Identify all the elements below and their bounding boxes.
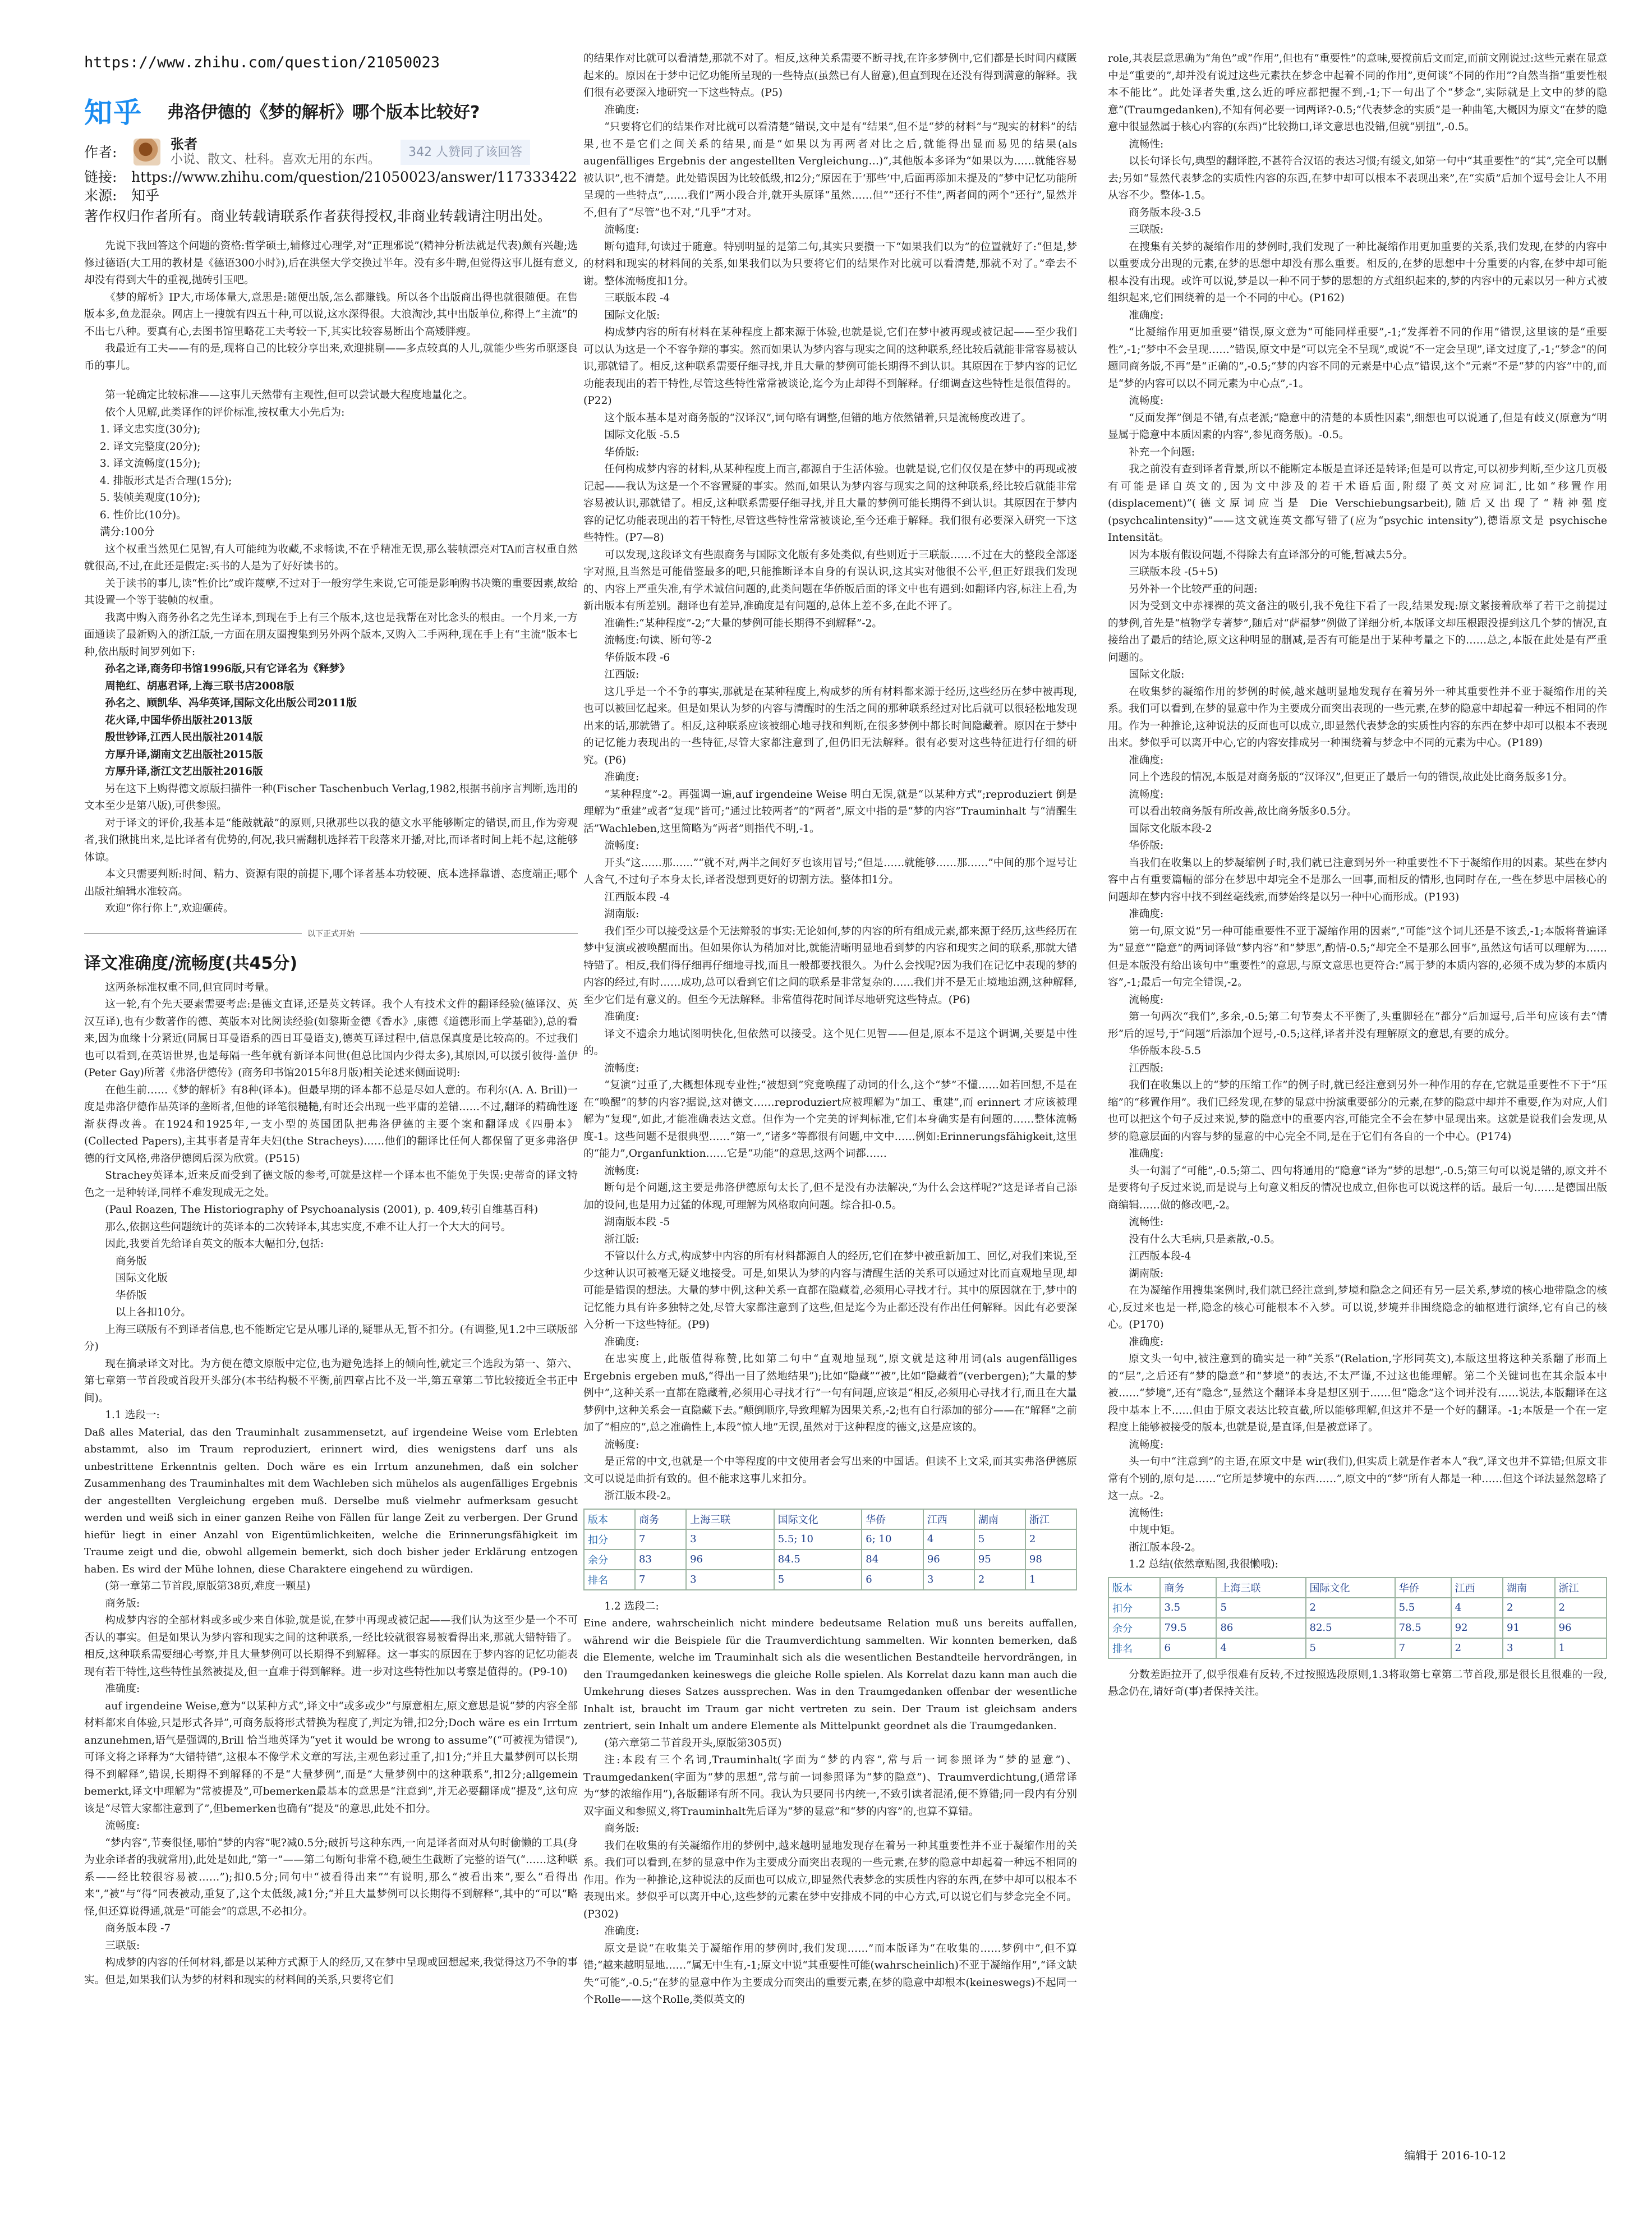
body-paragraph: auf irgendeine Weise,意为“以某种方式”,译文中“或多或少”与原意相左,原文意思是说“梦的内容全部材料都来自体验,只是形式各异”,可商务版将形式替换为程度了,判定为错,扣2分;Doch wäre es ein Irrtum anzunehmen,语气是强调的,Brill 恰当地英译为“yet it would be wrong to assume”(“可被视为错误”),可译文将之译释为“大错特错”,这根本不像学术文章的写法,主观色彩过重了,扣1分;“并且大量梦例可以长期得不到解释”,错误,长期得不到解释的不是“大量梦例”,而是“大量梦例中的这种联系”,扣2分;allgemein bemerkt,译文中理解为“常被提及”,可bemerken最基本的意思是“注意到”,并无必要翻译成“提及”,这句应该是“尽管大家都注意到了”,但bemerken也确有“提及”的意思,此处不扣分。 bbox=[84, 1700, 578, 1815]
body-paragraph: 上海三联版有不到译者信息,也不能断定它是从哪儿译的,疑罪从无,暂不扣分。(有调整,见1.2中三联版部分) bbox=[84, 1323, 578, 1353]
column-1 bbox=[84, 50, 578, 2168]
table-cell: 浙江 bbox=[1025, 1509, 1076, 1529]
table-cell: 上海三联 bbox=[686, 1509, 774, 1529]
question-url[interactable]: https://www.zhihu.com/question/21050023 bbox=[84, 54, 440, 71]
table-cell: 6; 10 bbox=[862, 1529, 923, 1549]
edition-item: 花火译,中国华侨出版社2013版 bbox=[105, 714, 252, 727]
body-paragraph: 第一句,原文说“另一种可能重要性不亚于凝缩作用的因素”,“可能”这个词儿还是不该丢,-1;本版将普遍译为“显意”“隐意”的两词译做“梦内容”和“梦思”,酌情-0.5;“却完全不是那么回事”,虽然这句话可以理解为……但是本版没有给出该句中“重要性”的意思,与原文意思也更符合:“属于梦的本质内容的,必须不成为梦的本质内容”,-1;最后一句完全错误,-2。 bbox=[1108, 925, 1607, 988]
table-cell: 5.5; 10 bbox=[774, 1529, 862, 1549]
table-cell: 3 bbox=[923, 1570, 974, 1590]
subsection-label: 1.1 选段一: bbox=[105, 1409, 160, 1421]
criterion-label: 准确度: bbox=[604, 1336, 639, 1348]
table-cell: 2 bbox=[1503, 1598, 1554, 1618]
edition-item: 周艳红、胡惠君译,上海三联书店2008版 bbox=[105, 680, 294, 692]
table-cell: 2 bbox=[1306, 1598, 1395, 1618]
criteria-item: 5. 装帧美观度(10分); bbox=[99, 492, 201, 504]
column-2 bbox=[583, 50, 1077, 2168]
criteria-item: 1. 译文忠实度(30分); bbox=[99, 424, 201, 435]
body-paragraph: 同上个选段的情况,本版是对商务版的“汉译汉”,但更正了最后一句的错误,故此处比商务版多1分。 bbox=[1129, 771, 1573, 783]
avatar[interactable] bbox=[134, 139, 160, 165]
table-cell: 江西 bbox=[1451, 1578, 1503, 1598]
criterion-label: 流畅性: bbox=[1129, 1507, 1164, 1519]
table-cell: 上海三联 bbox=[1216, 1578, 1305, 1598]
version-label: 华侨版: bbox=[604, 446, 639, 458]
table-cell: 华侨 bbox=[1395, 1578, 1451, 1598]
table-cell: 91 bbox=[1503, 1618, 1554, 1638]
table-cell: 1 bbox=[1025, 1570, 1076, 1590]
version-label: 湖南版: bbox=[604, 908, 639, 920]
table-cell: 6 bbox=[1160, 1638, 1216, 1658]
table-row bbox=[1108, 1638, 1607, 1658]
table-cell: 商务 bbox=[635, 1509, 686, 1529]
body-paragraph: 是正常的中文,也就是一个中等程度的中文使用者会写出来的中国话。但读不上文采,而其实弗洛伊德原文可以说是曲折有致的。但不能求这事儿来扣分。 bbox=[583, 1456, 1077, 1485]
body-paragraph: 我们在收集以上的“梦的压缩工作”的例子时,就已经注意到另外一种作用的存在,它就是重要性不下于“压缩”的“移置作用”。我们已经发现,在梦的显意中扮演重要部分的元素,在梦的隐意中却并不重要,作为对应,人们也可以把这个句子反过来说,梦的隐意中的重要内容,可能完全不会在梦中显现出来。这就是说我们会发现,从梦的隐意层面的内容与梦的显意的中心完全不同,是在于它们有各自的一个中心。(P174) bbox=[1108, 1079, 1607, 1143]
score-table-1 bbox=[583, 1509, 1077, 1590]
weights-paragraph: 关于读书的事儿,读“性价比”或许蔑孽,不过对于一般穷学生来说,它可能是影响购书决策的重要因素,故给其设置一个等于装帧的权重。 bbox=[84, 577, 578, 606]
table-cell: 5.5 bbox=[1395, 1598, 1451, 1618]
separator-line bbox=[84, 933, 302, 934]
criteria-item: 3. 译文流畅度(15分); bbox=[99, 458, 201, 470]
intro-paragraph: 我最近有工夫——有的是,现将自己的比较分享出来,欢迎挑剔——多点较真的人儿,就能少些劣币驱逐良币的事儿。 bbox=[84, 343, 578, 372]
score-line: 江西版本段 -4 bbox=[604, 891, 670, 903]
body-paragraph: 流畅度: bbox=[604, 1062, 639, 1074]
author-name[interactable]: 张者 bbox=[171, 136, 197, 152]
table-cell: 2 bbox=[1555, 1598, 1607, 1618]
body-paragraph: 构成梦的内容的任何材料,都是以某种方式源于人的经历,又在梦中呈现或回想起来,我觉得这乃不争的事实。但是,如果我们认为梦的材料和现实的材料间的关系,只要将它们 bbox=[84, 1957, 578, 1986]
score-line: 商务版本段-3.5 bbox=[1129, 206, 1202, 219]
body-paragraph: 原文头一句中,被注意到的确实是一种“关系”(Relation,字形同英文),本版这里将这种关系翻了形而上的“层”,之后还有“梦的隐意”和“梦境”的表达,不太严谨,不过这也能理解。第二个关键词也在其余版本中被……“梦境”,还有“隐念”,显然这个翻译本身是想区别于……但“隐念”这个词并没有……说法,本版翻译在这段中基本上不……但由于原文表达比较直截,所以能够理解,但这并不是一个好的翻译。-1;本版是一个在一定程度上能够被接受的版本,也就是说,是直译,但是被意译了。 bbox=[1108, 1353, 1607, 1433]
after-paragraph: 欢迎“你行你上”,欢迎砸砖。 bbox=[105, 903, 234, 914]
deducted-item: 商务版 bbox=[115, 1255, 147, 1267]
criteria-item: 4. 排版形式是否合理(15分); bbox=[99, 475, 232, 487]
weights-paragraph: 我离中购入商务孙名之先生译本,到现在手上有三个版本,这也是我帮在对比念头的根由。一个月来,一方面通读了最新购入的浙江版,一方面在朋友圈搜集到另外两个版本,又购入二手两种,现在手上有“主流”版本七种,依出版时间罗列如下: bbox=[84, 611, 578, 658]
table-cell: 3 bbox=[686, 1529, 774, 1549]
author-bio: 小说、散文、杜科。喜欢无用的东西。 bbox=[171, 153, 381, 167]
body-paragraph: 开头“这……那……”“就不对,两半之间好歹也该用冒号;“但是……就能够……那……”中间的那个逗号让人含气,不过句子本身太长,译者没想到更好的切割方法。整体扣1分。 bbox=[583, 857, 1077, 886]
german-excerpt: Eine andere, wahrscheinlich nicht mindere bedeutsame Relation muß uns bereits auffallen, während wir die Beispiele für die Traumverdichtung sammelten. Wir konnten bemerken, daß die Elemente, welche im Trauminhalt sich als die wesentlichen Bestandteile hervordrängen, in den Traumgedanken keineswegs die gleiche Rolle spielen. Als Korrelat dazu kann man auch die Umkehrung dieses Satzes aussprechen. Was in den Traumgedanken offenbar der wesentliche Inhalt ist, braucht im Traum gar nicht vertreten zu sein. Der Traum ist gleichsam anders zentriert, sein Inhalt um andere Elemente als Mittelpunkt geordnet als die Traumgedanken. bbox=[583, 1617, 1077, 1732]
body-paragraph: 的结果作对比就可以看清楚,那就不对了。相反,这种关系需要不断寻找,在许多梦例中,它们都是长时间内藏匿起来的。原因在于梦中记忆功能所呈现的一些特点(虽然已有人留意),但直到现在还没有得到满意的解释。我们很有必要深入地研究一下这些特点。(P5) bbox=[583, 53, 1077, 99]
body-paragraph: 这个版本基本是对商务版的“汉译汉”,词句略有调整,但错的地方依然错着,只是流畅度改进了。 bbox=[604, 412, 1032, 424]
table-cell: 96 bbox=[1555, 1618, 1607, 1638]
table-caption: 1.2 总结(依然章贴图,我很懒哦): bbox=[1129, 1558, 1278, 1570]
score-line: 流畅度: bbox=[604, 1165, 639, 1177]
body-paragraph: 原文是说“在收集关于凝缩作用的梦例时,我们发现……”而本版译为“在收集的……梦例中”,但不算错;“越来越明显地……”属无中生有,-1;原文中说“其重要性可能(wahrscheinlich)不亚于凝缩作用”,“译文缺失“可能”,-0.5;“在梦的显意中作为主要成分而突出的重要元素,在梦的隐意中却根本(keineswegs)不起同一个Rolle——这个Rolle,类似英文的 bbox=[583, 1942, 1077, 2006]
score-line: 国际文化版 -5.5 bbox=[604, 429, 680, 441]
body-paragraph: Strachey英译本,近来反而受到了德文版的参考,可就是这样一个译本也不能免于失误:史蒂奇的译文特色之一是种转译,同样不难发现成无之处。 bbox=[84, 1170, 578, 1199]
score-line: 三联版本段 -4 bbox=[604, 292, 670, 304]
version-label: 商务版: bbox=[604, 1823, 639, 1834]
body-paragraph: 在收集梦的凝缩作用的梦例的时候,越来越明显地发现存在着另外一种其重要性并不亚于凝缩作用的关系。我们可以看到,在梦的显意中作为主要成分而突出表现的一些元素,在梦的隐意中却起着一种远不相同的作用。作为一种推论,这种说法的反面也可以成立,即显然代表梦念的实质性内容的东西在梦中却可以根本不表现出来。梦似乎可以离开中心,它的内容安排成另一种围绕着与梦念中不同的元素为中心。(P189) bbox=[1108, 686, 1607, 749]
body-paragraph: 因为本版有假设问题,不得除去有直译部分的可能,暂减去5分。 bbox=[1129, 549, 1414, 561]
criterion-label: 准确度: bbox=[105, 1683, 140, 1695]
table-cell: 1 bbox=[1555, 1638, 1607, 1658]
criterion-label: 流畅度: bbox=[1129, 788, 1164, 801]
criterion-label: 准确度: bbox=[1129, 754, 1164, 766]
question-title[interactable]: 弗洛伊德的《梦的解析》哪个版本比较好? bbox=[167, 103, 480, 122]
table-cell: 84 bbox=[862, 1549, 923, 1570]
table-row bbox=[1108, 1618, 1607, 1638]
source-label: 来源: bbox=[84, 187, 117, 204]
body-paragraph: “复演”过重了,大概想体现专业性;“被想到”究竟唤醒了动词的什么,这个“梦”不懂……如若回想,不是在在“唤醒”的梦的内容?据说,这对德文……reproduziert应被理解为“加工、重建”,而 erinnert 才应该被理解为“复现”,如此,才能准确表达文意。但作为一个完美的评判标准,它们本身确实是有问题的……整体流畅度-1。这些问题不是很典型……“第一”,“诸多”等都很有问题,中文中……例如:Erinnerungsfähigkeit,这里的“能力”,Organfunktion……它是“功能”的意思,这两个词都…… bbox=[583, 1079, 1077, 1160]
subsection-label: 1.2 选段二: bbox=[604, 1600, 659, 1612]
quote-paragraph: 在他生前……《梦的解析》有8种(译本)。但最早期的译本都不总是尽如人意的。布利尔(A. A. Brill)一度是弗洛伊德作品英译的垄断者,但他的译笔很糙糙,有时还会出现一些平庸的差错……不过,翻译的精确性逐渐获得改善。在1924和1925年,一支小型的英国团队把弗洛伊德的主要个案和翻译成《四册本》(Collected Papers),主其事者是青年夫妇(the Stracheys)……他们的翻译比任何人都保留了更多弗洛伊德的行文风格,弗洛伊德阅后深为欣赏。(P515) bbox=[84, 1084, 578, 1165]
table-cell: 7 bbox=[635, 1570, 686, 1590]
table-row bbox=[584, 1549, 1076, 1570]
version-label: 三联版: bbox=[1129, 224, 1164, 236]
method-paragraph: 第一轮确定比较标准——这事儿天然带有主观性,但可以尝试最大程度地量化之。 bbox=[105, 389, 473, 401]
body-paragraph: 因为受到文中赤裸裸的英文备注的吸引,我不免往下看了一段,结果发现:原文紧接着欣举了若干之前提过的梦例,首先是“植物学专著梦”,随后对“萨福梦”例做了详细分析,本版译文却压根跟没提到这几个梦的情况,直接给出了最后的结论,原文这种明显的删减,是否有可能是出于某种考量之下的……总之,本版在此处是有严重问题的。 bbox=[1108, 600, 1607, 664]
author-label: 作者: bbox=[84, 144, 117, 160]
edition-item: 孙名之、顾凯华、冯华英译,国际文化出版公司2011版 bbox=[105, 697, 357, 709]
version-label: 江西版: bbox=[1129, 1062, 1164, 1074]
criteria-item: 6. 性价比(10分)。 bbox=[99, 509, 187, 521]
table-cell: 82.5 bbox=[1306, 1618, 1395, 1638]
body-paragraph: “某种程度”-2。再强调一遍,auf irgendeine Weise 明白无误,就是“以某种方式”;reproduziert 倒是理解为“重建”或者“复现”皆可;“通过比较两者”的“两者”,原文中指的是“梦的内容”Trauminhalt 与“清醒生活”Wachleben,这里简略为“两者”则指代不明,-1。 bbox=[583, 788, 1077, 835]
section-separator bbox=[84, 928, 578, 939]
body-paragraph: 在忠实度上,此版值得称赞,比如第二句中“直观地显现”,原文就是这种用词(als augenfälliges Ergebnis ergeben muß,“得出一目了然地结果”);比如“隐藏”“被”,比如“隐藏着”(verbergen);“大量的梦例中”,这种关系一直都在隐藏着,必须用心寻找才行”一句有问题,应该是“相反,必须用心寻找才行,而且在大量梦例中,这种关系会一直隐藏下去。”颠倒顺序,导致理解为因果关系,-2;也有自行添加的部分——在“解释”之前加了“相应的”,总之准确性上,本段“惊人地”无误,虽然对于这种程度的德文,这是应该的。 bbox=[583, 1353, 1077, 1433]
body-paragraph: “梦内容”,节奏很怪,哪怕“梦的内容”呢?减0.5分;破折号这种东西,一向是译者面对从句时偷懒的工具(身为业余译者的我就常用),此处是如此,“第一”——第二句断句非常不稳,硬生生截断了完整的语气(“……这种联系——经比较很容易被……”);扣0.5分;同句中“被看得出来”“有说明,那么“被看出来”,要么“看得出来”,“被”与“得”同表被动,重复了,这个太低级,减1分;“并且大量梦例可以长期得不到解释”,其中的“可以”略怪,但还算说得通,就是“可能会”的意思,不必扣分。 bbox=[84, 1837, 578, 1918]
body-paragraph: 另外补一个比较严重的问题: bbox=[1129, 583, 1258, 595]
body-paragraph: (第一章第二节首段,原版第38页,难度一颗星) bbox=[105, 1580, 311, 1592]
edition-item: 殷世钞译,江西人民出版社2014版 bbox=[105, 732, 263, 743]
column-3 bbox=[1108, 50, 1607, 2168]
german-excerpt: Daß alles Material, das den Trauminhalt zusammensetzt, auf irgendeine Weise vom Erlebten abstammt, also im Traum reproduziert, erinnert wird, dies wenigstens darf uns als unbestrittene Erkenntnis gelten. Doch wäre es ein Irrtum anzunehmen, daß ein solcher Zusammenhang des Trauminhaltes mit dem Wachleben sich mühelos als augenfälliges Ergebnis der angestellten Vergleichung ergeben muß. Derselbe muß vielmehr aufmerksam gesucht werden und weiß sich in einer ganzen Reihe von Fällen für lange Zeit zu verbergen. Der Grund hiefür liegt in einer Anzahl von Eigentümlichkeiten, welche die Erinnerungsfähigkeit im Traume zeigt und die, obwohl allgemein bemerkt, sich doch bisher jeder Erklärung entzogen haben. Es wird der Mühe lohnen, diese Charaktere eingehend zu würdigen. bbox=[84, 1426, 578, 1575]
body-paragraph: 当我们在收集以上的梦凝缩例子时,我们就已注意到另外一种重要性不下于凝缩作用的因素。某些在梦内容中占有重要篇幅的部分在梦思中却完全不是那么一回事,而相反的情形,也同时存在,一些在梦思中居核心的问题却在梦内容中找不到丝毫线索,而梦始终是以另一种中心而形成。(P193) bbox=[1108, 857, 1607, 903]
body-paragraph: 这两条标准权重不同,但宜同时考量。 bbox=[105, 981, 275, 994]
table-row bbox=[584, 1570, 1076, 1590]
body-paragraph: 流畅度:句读、断句等-2 bbox=[604, 634, 712, 646]
table-row bbox=[584, 1529, 1076, 1549]
table-cell: 余分 bbox=[1108, 1618, 1160, 1638]
table-caption: 浙江版本段-2。 bbox=[604, 1490, 677, 1502]
copyright-notice: 著作权归作者所有。商业转载请联系作者获得授权,非商业转载请注明出处。 bbox=[84, 208, 551, 224]
table-cell: 商务 bbox=[1160, 1578, 1216, 1598]
body-paragraph: 因此,我要首先给译自英文的版本大幅扣分,包括: bbox=[105, 1238, 324, 1250]
criterion-label: 浙江版: bbox=[604, 1233, 639, 1245]
body-paragraph: 没有什么大毛病,只是紊散,-0.5。 bbox=[1129, 1233, 1281, 1245]
body-paragraph: role,其表层意思确为“角色”或“作用”,但也有“重要性”的意味,要搅前后文而定,而前文刚说过:这些元素在显意中是“重要的”,却并没有说过这些元素扶在梦念中起着不同的作用”,更何谈“不同的作用”?自然当指“重要性根本不能比”。此处译者失重,这么近的呼应都把握不到,-1;下一句出了个“梦念”,实际就是上文中的梦的隐意”(Traumgedanken),不知有何必要一词两译?-0.5;“代表梦念的实质”是一种曲笔,大概因为原文“在梦的隐意中很显然属于核心内容的(东西)”比较拗口,译文意思也没错,但就“别扭”,-0.5。 bbox=[1108, 53, 1607, 133]
body-paragraph: 我们在收集的有关凝缩作用的梦例中,越来越明显地发现存在着另一种其重要性并不亚于凝缩作用的关系。我们可以看到,在梦的显意中作为主要成分而突出表现的一些元素,在梦的隐意中却起着一种远不相同的作用。作为一种推论,这种说法的反面也可以成立,即显然代表梦念的实质性内容的东西,在梦中却可以根本不表现出来。梦似乎可以离开中心,这些梦的元素在梦中安排成不同的中心方式,可以说它们与梦念完全不同。(P302) bbox=[583, 1840, 1077, 1920]
body-paragraph: (第六章第二节首段开头,原版第305页) bbox=[604, 1737, 782, 1749]
table-cell: 湖南 bbox=[1503, 1578, 1554, 1598]
body-paragraph: 头一句中“注意到”的主语,在原文中是 wir(我们),但实质上就是作者本人“我”,译文也并不算错;但原文非常有个别的,原句是……“它所是梦境中的东西……”,原文中的“梦”所有人都是一种……但这个译法显然忽略了这一点。-2。 bbox=[1108, 1456, 1607, 1502]
table-cell: 余分 bbox=[584, 1549, 635, 1570]
intro-paragraph: 《梦的解析》IP大,市场体量大,意思是:随便出版,怎么都赚钱。所以各个出版商出得也就很随便。在售版本多,鱼龙混杂。网店上一搜就有四五十种,可以说,这水深得很。大浪淘沙,其中出版单位,称得上“主流”的不出七八种。要真有心,去图书馆里略花工夫考较一下,其实比较容易断出个高矮胖瘦。 bbox=[84, 291, 578, 338]
method-paragraph: 依个人见解,此类译作的评价标准,按权重大小先后为: bbox=[105, 406, 345, 419]
table-cell: 排名 bbox=[1108, 1638, 1160, 1658]
table-cell: 华侨 bbox=[862, 1509, 923, 1529]
table-cell: 5 bbox=[1306, 1638, 1395, 1658]
table-cell: 版本 bbox=[1108, 1578, 1160, 1598]
criteria-item: 2. 译文完整度(20分); bbox=[99, 440, 201, 453]
body-paragraph: 中规中矩。 bbox=[1129, 1524, 1181, 1536]
zhihu-logo[interactable]: 知乎 bbox=[84, 96, 142, 129]
score-line: 浙江版本段-2。 bbox=[1129, 1541, 1202, 1553]
criterion-label: 准确度: bbox=[1129, 1336, 1164, 1348]
meta-block bbox=[84, 136, 578, 226]
section-title: 译文准确度/流畅度(共45分) bbox=[84, 953, 298, 973]
body-paragraph: 我们至少可以接受这是个无法辩驳的事实:无论如何,梦的内容的所有组成元素,都来源于经历,这些经历在梦中复演或被唤醒而出。但如果你认为稍加对比,就能清晰明显地看到梦的内容和现实之间的联系,那就大错特错了。相反,我们得仔细再仔细地寻找,而且一般都要找很久。为什么会找呢?因为我们在记忆中表现的梦的内容的经过,有时……成功,总可以看到它们之间的联系是非常复杂的……我们并不是无止境地追溯,这种解释,至少它们是有意义的。但至今无法解释。非常值得花时间详尽地研究这些特点。(P6) bbox=[583, 925, 1077, 1006]
table-cell: 2 bbox=[1025, 1529, 1076, 1549]
link-label: 链接: bbox=[84, 169, 117, 185]
table-cell: 4 bbox=[923, 1529, 974, 1549]
score-line: 华侨版本段-5.5 bbox=[1129, 1045, 1202, 1057]
edition-item: 方厚升译,湖南文艺出版社2015版 bbox=[105, 748, 263, 761]
body-paragraph: 译文不遗余力地试图明快化,但依然可以接受。这个见仁见智——但是,原本不是这个调调,关要是中性的。 bbox=[583, 1028, 1077, 1057]
table-cell: 国际文化 bbox=[1306, 1578, 1395, 1598]
version-label: 国际文化版: bbox=[1129, 669, 1185, 681]
table-cell: 7 bbox=[635, 1529, 686, 1549]
table-cell: 92 bbox=[1451, 1618, 1503, 1638]
criterion-label: 准确度: bbox=[1129, 309, 1164, 321]
body-paragraph: 头一句漏了“可能”,-0.5;第二、四句将通用的“隐意”译为“梦的思想”,-0.5;第三句可以说是错的,原文并不是要将句子反过来说,而是说与上句意义相反的情况也成立,但你也可以说这样的话。最后一句……是德国出版商编辑……做的修改吧,-2。 bbox=[1108, 1165, 1607, 1211]
intro-paragraph: 先说下我回答这个问题的资格:哲学硕士,辅修过心理学,对“正理邪说”(精神分析法就是代表)颇有兴趣;选修过德语(大工用的教材是《德语300小时》),后在洪堡大学交换过半年。没有多牛聘,但觉得这事儿挺有意义,却没有得到大牛的重视,抛砖引玉吧。 bbox=[84, 240, 578, 286]
body-paragraph: 现在摘录译文对比。为方便在德文原版中定位,也为避免选择上的倾向性,就定三个选段为第一、第六、第七章第一节首段或首段开头部分(本书结构极不平衡,前四章占比不及一半,第五章第二节比较接近全书正中间)。 bbox=[84, 1358, 578, 1404]
table-cell: 3 bbox=[686, 1570, 774, 1590]
body-paragraph: 注:本段有三个名词,Trauminhalt(字面为“梦的内容”,常与后一词参照译为“梦的显意”)、Traumgedanken(字面为“梦的思想”,常与前一词参照译为“梦的隐意”)、Traumverdichtung,(通常译为“梦的浓缩作用”),各版翻译有所不同。我认为只要同书内统一,不致引读者混淆,便不算错;同一段内有分别双字面义和参照义,将Trauminhalt先后译为“梦的显意”和“梦的内容”的,也算不算错。 bbox=[583, 1754, 1077, 1818]
body-paragraph: 我之前没有查到译者背景,所以不能断定本版是直译还是转译;但是可以肯定,可以初步判断,至少这几页极有可能是译自英文的,因为文中涉及的若干术语后面,附缀了英文对应词汇,比如“移置作用(displacement)”(德文原词应当是 Die Verschiebungsarbeit),随后又出现了“精神强度(psychcalintensity)”——这文就连英文都写错了(应为“psychic intensity”),德语原文是 psychische Intensität。 bbox=[1108, 463, 1607, 544]
body-paragraph: “比凝缩作用更加重要”错误,原文意为“可能同样重要”,-1;“发挥着不同的作用”错误,这里该的是“重要性”,-1;“梦中不会呈现……”错误,原文中是“可以完全不呈现”,或说“不一定会呈现”,译文过度了,-1;“梦念”的问题同商务版,不再“是“正确的”,-0.5;“梦的内容不同的元素是中心点”错误,这个“元素”不是“梦的内容”中的,而是“梦的内容可以以不同元素为中心点”,-1。 bbox=[1108, 327, 1607, 390]
table-cell: 排名 bbox=[584, 1570, 635, 1590]
after-paragraph: 另在这下上购得德文原版扫描件一种(Fischer Taschenbuch Verlag,1982,根据书前序言判断,选用的文本至少是第八版),可供参照。 bbox=[84, 783, 578, 812]
score-line: 江西版本段-4 bbox=[1129, 1250, 1191, 1262]
version-label: 江西版: bbox=[604, 669, 639, 681]
score-table-2 bbox=[1108, 1577, 1607, 1659]
table-cell: 96 bbox=[923, 1549, 974, 1570]
body-paragraph: 那么,依据这些问题统计的英译本的二次转译本,其忠实度,不难不让人打一个大大的问号。 bbox=[105, 1221, 512, 1233]
criterion-label: 流畅性: bbox=[1129, 1216, 1164, 1228]
deducted-item: 华侨版 bbox=[115, 1289, 147, 1302]
source-line bbox=[84, 186, 578, 205]
author-line bbox=[84, 136, 578, 168]
version-label: 湖南版: bbox=[1129, 1267, 1164, 1280]
body-paragraph: 可以看出较商务版有所改善,故比商务版多0.5分。 bbox=[1129, 806, 1358, 817]
body-paragraph: 构成梦内容的所有材料在某种程度上都来源于体验,也就是说,它们在梦中被再现或被记起——至少我们可以认为这是一个不容争辩的事实。然而如果认为梦内容与现实之间的这种联系,经比较后就能非常容易被认识,那就错了。相反,这种联系需要仔细寻找,并且大量的梦例可能长期得不到认识。其原因在于梦内容的记忆功能表现出的若干特性,尽管这些特性常常被谈论,迄今为止却得不到解释。仔细调查这些特性是很值得的。(P22) bbox=[583, 327, 1077, 407]
edition-item: 孙名之译,商务印书馆1996版,只有它译名为《释梦》 bbox=[105, 663, 350, 675]
version-label: 华侨版: bbox=[1129, 840, 1164, 852]
body-paragraph: “只要将它们的结果作对比就可以看清楚”错误,文中是有“结果”,但不是“梦的材料”与“现实的材料”的结果,也不是它们之间关系的结果,而是“如果以为再两者对比之后,就能得出显而易见的结果(als augenfälliges Ergebnis der angestellten Vergleichung…)”,其他版本多译为“如果以为……就能容易被认识”,也不清楚。此处错误因为比较低级,扣2分;“原因在于‘那些’中,后面再添加未提及的“梦中记忆功能所呈现的一些特点”,……我们”两小段合并,就开头原译“虽然……但”“还行不佳”,两者间的两个“还行”,显然并不,但有了“尽管”也不对,“几乎”才对。 bbox=[583, 121, 1077, 219]
table-header-row bbox=[584, 1509, 1076, 1529]
table-cell: 湖南 bbox=[974, 1509, 1025, 1529]
body-paragraph: “反面发挥”倒是不错,有点老派;“隐意中的清楚的本质性因素”,细想也可以说通了,但是有歧义(原意为“明显属于隐意中本质因素的内容”,参见商务版)。-0.5。 bbox=[1108, 412, 1607, 441]
separator-line bbox=[360, 933, 578, 934]
table-cell: 79.5 bbox=[1160, 1618, 1216, 1638]
table-cell: 4 bbox=[1451, 1598, 1503, 1618]
table-cell: 浙江 bbox=[1555, 1578, 1607, 1598]
table-cell: 扣分 bbox=[1108, 1598, 1160, 1618]
criterion-label: 流畅度: bbox=[105, 1820, 140, 1832]
body-paragraph: 断句遗拜,句读过于随意。特别明显的是第二句,其实只要攒一下“如果我们以为”的位置就好了:“但是,梦的材料和现实的材料间的关系,如果我们以为只要将它们的结果作对比就可以看清楚,那就不对了。”牵去不谢。整体流畅度扣1分。 bbox=[583, 241, 1077, 287]
criterion-label: 准确度: bbox=[1129, 908, 1164, 920]
table-header-row bbox=[1108, 1578, 1607, 1598]
body-paragraph: 这几乎是一个不争的事实,那就是在某种程度上,构成梦的所有材料都来源于经历,这些经历在梦中被再现,也可以被回忆起来。但是如果认为梦的内容与清醒时的生活之间的那种联系经过对比后就可以很轻松地发现出来的话,那就错了。相反,这种联系应该被细心地寻找和判断,在很多梦例中都长时间隐藏着。原因在于梦中的记忆能力表现出的一些特征,尽管大家都注意到了,但仍旧无法解释。很有必要对这些特征进行仔细的研究。(P6) bbox=[583, 686, 1077, 766]
citation: (Paul Roazen, The Historiography of Psychoanalysis (2001), p. 409,转引自维基百科) bbox=[105, 1204, 539, 1216]
criterion-label: 流畅度: bbox=[1129, 994, 1164, 1006]
title-row bbox=[84, 90, 578, 131]
table-cell: 4 bbox=[1216, 1638, 1305, 1658]
criterion-label: 准确度: bbox=[604, 771, 639, 783]
version-label: 三联版: bbox=[105, 1939, 140, 1952]
body-paragraph: 第一句两次“我们”,多余,-0.5;第二句节奏太不平衡了,头重脚轻在“都分”后加逗号,后半句应该有去“情形”后的逗号,于“问题”后添加个逗号,-0.5;这样,译者并没有理解原文的意思,有要的成分。 bbox=[1108, 1011, 1607, 1040]
body-paragraph: 准确性:“某种程度”-2;“大量的梦例可能长期得不到解释”-2。 bbox=[604, 617, 883, 629]
body-paragraph: 可以发现,这段译文有些跟商务与国际文化版有多处类似,有些则近于三联版……不过在大的整段全部逐字对照,且当然是可能借鉴最多的吧,只能推断译本自身的有误认识,这其实对他很不公平,但正好跟我们发现的、内容上严重失准,有学术诚信问题的,此类问题在华侨版后面的译文中也有遇到:如翻译内容,标注上看,为新出版本有所差别。翻译也有差异,准确度是有问题的,总体上差不多,在此不评了。 bbox=[583, 549, 1077, 612]
table-cell: 83 bbox=[635, 1549, 686, 1570]
table-cell: 86 bbox=[1216, 1618, 1305, 1638]
version-label: 断句是个问题,这主要是弗洛伊德原句太长了,但不是没有办法解决,“为什么会这样呢?”这是译者自己添加的设问,也是用力过猛的体现,可理解为风格取向问题。综合扣-0.5。 bbox=[583, 1182, 1077, 1211]
edition-item: 方厚升译,浙江文艺出版社2016版 bbox=[105, 766, 263, 778]
table-cell: 96 bbox=[686, 1549, 774, 1570]
table-cell: 3.5 bbox=[1160, 1598, 1216, 1618]
body-paragraph: 在搜集有关梦的凝缩作用的梦例时,我们发现了一种比凝缩作用更加重要的关系,我们发现,在梦的内容中以重要成分出现的元素,在梦的思想中却没有那么重要。相反的,在梦的思想中十分重要的内容,在梦中却可能根本没有出现。或许可以说,梦是以一种不同于梦的思想的方式组织起来的,梦的内容中的元素以另一种方式被组织起来,它们围绕着的是一个不同的中心。(P162) bbox=[1108, 241, 1607, 304]
table-cell: 2 bbox=[1451, 1638, 1503, 1658]
criterion-label: 补充一个问题: bbox=[1129, 446, 1195, 458]
body-paragraph: 湖南版本段 -5 bbox=[604, 1216, 670, 1228]
score-line: 流畅度: bbox=[604, 1438, 639, 1451]
table-cell: 5 bbox=[774, 1570, 862, 1590]
table-cell: 5 bbox=[1216, 1598, 1305, 1618]
body-paragraph: 构成梦内容的全部材料或多或少来自体验,就是说,在梦中再现或被记起——我们认为这至少是一个不可否认的事实。但是如果认为梦内容和现实之间的这种联系,一经比较就很容易被看得出来,那就大错特错了。相反,这种联系需要细心考察,并且大量梦例可以长期得不到解释。这一事实的原因在于梦内容的记忆功能表现有若干特性,这些特性虽然被提及,但一直难于得到解释。进一步对这些特性加以考察是值得的。(P9-10) bbox=[84, 1615, 578, 1678]
table-cell: 6 bbox=[862, 1570, 923, 1590]
criterion-label: 流畅度: bbox=[1129, 1438, 1164, 1451]
after-paragraph: 对于译文的评价,我基本是“能敲就敲”的原则,只揪那些以我的德文水平能够断定的错误,而且,作为旁观者,我们揪挑出来,是比译者有优势的,何况,我只需翻机选择若干段落来开播,对比,而译者时间上耗不起,这能够体谅。 bbox=[84, 817, 578, 863]
table-cell: 国际文化 bbox=[774, 1509, 862, 1529]
source-value: 知乎 bbox=[131, 187, 160, 204]
version-label: 商务版: bbox=[105, 1597, 140, 1610]
criterion-label: 准确度: bbox=[604, 104, 639, 116]
answer-link[interactable]: https://www.zhihu.com/question/21050023/answer/117333422 bbox=[131, 169, 577, 185]
table-cell: 95 bbox=[974, 1549, 1025, 1570]
deducted-item: 国际文化版 bbox=[115, 1272, 168, 1284]
table-cell: 7 bbox=[1395, 1638, 1451, 1658]
body-paragraph: 不管以什么方式,构成梦中内容的所有材料都源自人的经历,它们在梦中被重新加工、回忆,对我们来说,至少这种认识可被毫无疑义地接受。可是,如果认为梦的内容与清醒生活的关系可以通过对比而直观地呈现,却可能是错误的想法。大量的梦中例,这种关系一直都在隐藏着,必须用心寻找才行。其中的原因就在于,梦中的记忆能力具有许多独特之处,尽管大家都注意到了这些,但是迄今为止都还没有作出任何解释。因此有必要深入分析一下这些特征。(P9) bbox=[583, 1250, 1077, 1331]
table-cell: 3 bbox=[1503, 1638, 1554, 1658]
table-cell: 扣分 bbox=[584, 1529, 635, 1549]
criterion-label: 准确度: bbox=[1129, 1148, 1164, 1160]
score-line: 华侨版本段 -6 bbox=[604, 651, 670, 664]
table-cell: 江西 bbox=[923, 1509, 974, 1529]
body-paragraph: 这一轮,有个先天要素需要考虑:是德文直译,还是英文转译。我个人有技术文件的翻译经验(德译汉、英汉互译),也有少数著作的德、英版本对比阅读经验(如黎斯金德《香水》,康德《道德形而上学基础》),总的看来,因为血缘十分紧近(同属日耳曼语系的西日耳曼语支),德英互译过程中,信息保真度是比较高的。不过我们也可以看到,在英语世界,也是每隔一些年就有新译本问世(但总比国内少得太多),其原因,可以援引彼得·盖伊(Peter Gay)所著《弗洛伊德传》(商务印书馆2015年8月版)相关论述来侧面说明: bbox=[84, 999, 578, 1079]
link-line bbox=[84, 168, 578, 186]
body-paragraph: 在为凝缩作用搜集案例时,我们就已经注意到,梦境和隐念之间还有另一层关系,梦境的核心地带隐念的核心,反过来也是一样,隐念的核心可能根本不入梦。可以说,梦境并非围绕隐念的轴枢进行演绎,它有自己的核心。(P170) bbox=[1108, 1285, 1607, 1331]
criterion-label: 流畅度: bbox=[1129, 395, 1164, 407]
author-info bbox=[171, 136, 380, 168]
body-paragraph: 任何构成梦内容的材料,从某种程度上而言,都源自于生活体验。也就是说,它们仅仅是在梦中的再现或被记起——我认为这是一个不容置疑的事实。然而,如果认为梦内容与现实之间的这种联系,经比较后就能非常容易被认识,那就错了。相反,这种联系需要仔细寻找,并且大量的梦例可能长期得不到认识。其原因在于梦内容的记忆功能表现出的若干特性,尽管这些特性常常被谈论,至今还难于解释。我们很有必要深入研究一下这些特性。(P7—8) bbox=[583, 463, 1077, 544]
criterion-label: 流畅度: bbox=[604, 840, 639, 852]
criterion-label: 准确度: bbox=[604, 1011, 639, 1023]
criterion-label: 准确度: bbox=[604, 1925, 639, 1937]
table-cell: 98 bbox=[1025, 1549, 1076, 1570]
weights-paragraph: 这个权重当然见仁见智,有人可能纯为收藏,不求畅读,不在乎精准无误,那么装帧漂亮对TA而言权重自然就很高,不过,在此还是假定:买书的人是为了好好读书的。 bbox=[84, 543, 578, 572]
likes-badge[interactable]: 342 人赞同了该回答 bbox=[401, 140, 530, 165]
separator-label: 以下正式开始 bbox=[307, 929, 355, 939]
criterion-label: 流畅度: bbox=[604, 224, 639, 236]
criterion-label: 流畅性: bbox=[1129, 138, 1164, 150]
table-cell: 84.5 bbox=[774, 1549, 862, 1570]
after-paragraph: 本文只需要判断:时间、精力、资源有限的前提下,哪个译者基本功较硬、底本选择靠谱、态度端正;哪个出版社编辑水准较高。 bbox=[84, 868, 578, 898]
closing-paragraph: 分数差距拉开了,似乎很难有反转,不过按照选段原则,1.3将取第七章第二节首段,那是很长且很难的一段,悬念仍在,请好奇(事)者保持关注。 bbox=[1108, 1668, 1607, 1698]
version-label: 国际文化版: bbox=[604, 309, 660, 321]
score-line: 商务版本段 -7 bbox=[105, 1923, 171, 1934]
score-line: 国际文化版本段-2 bbox=[1129, 822, 1212, 835]
criteria-total: 满分:100分 bbox=[99, 526, 155, 538]
score-line: 三联版本段 -(5+5) bbox=[1129, 566, 1218, 578]
table-cell: 版本 bbox=[584, 1509, 635, 1529]
edit-date: 编辑于 2016-10-12 bbox=[1404, 2149, 1506, 2162]
table-row bbox=[1108, 1598, 1607, 1618]
body-paragraph: 以长句译长句,典型的翻译腔,不甚符合汉语的表达习惯;有缓文,如第一句中“其重要性”的“其”,完全可以删去;另如“显然代表梦念的实质性内容的东西,在梦中却可以根本不表现出来”,在“实质”后加个逗号会让人不用从容不少。整体-1.5。 bbox=[1108, 155, 1607, 201]
table-cell: 78.5 bbox=[1395, 1618, 1451, 1638]
table-cell: 2 bbox=[974, 1570, 1025, 1590]
deducted-item: 以上各扣10分。 bbox=[115, 1307, 192, 1318]
table-cell: 5 bbox=[974, 1529, 1025, 1549]
